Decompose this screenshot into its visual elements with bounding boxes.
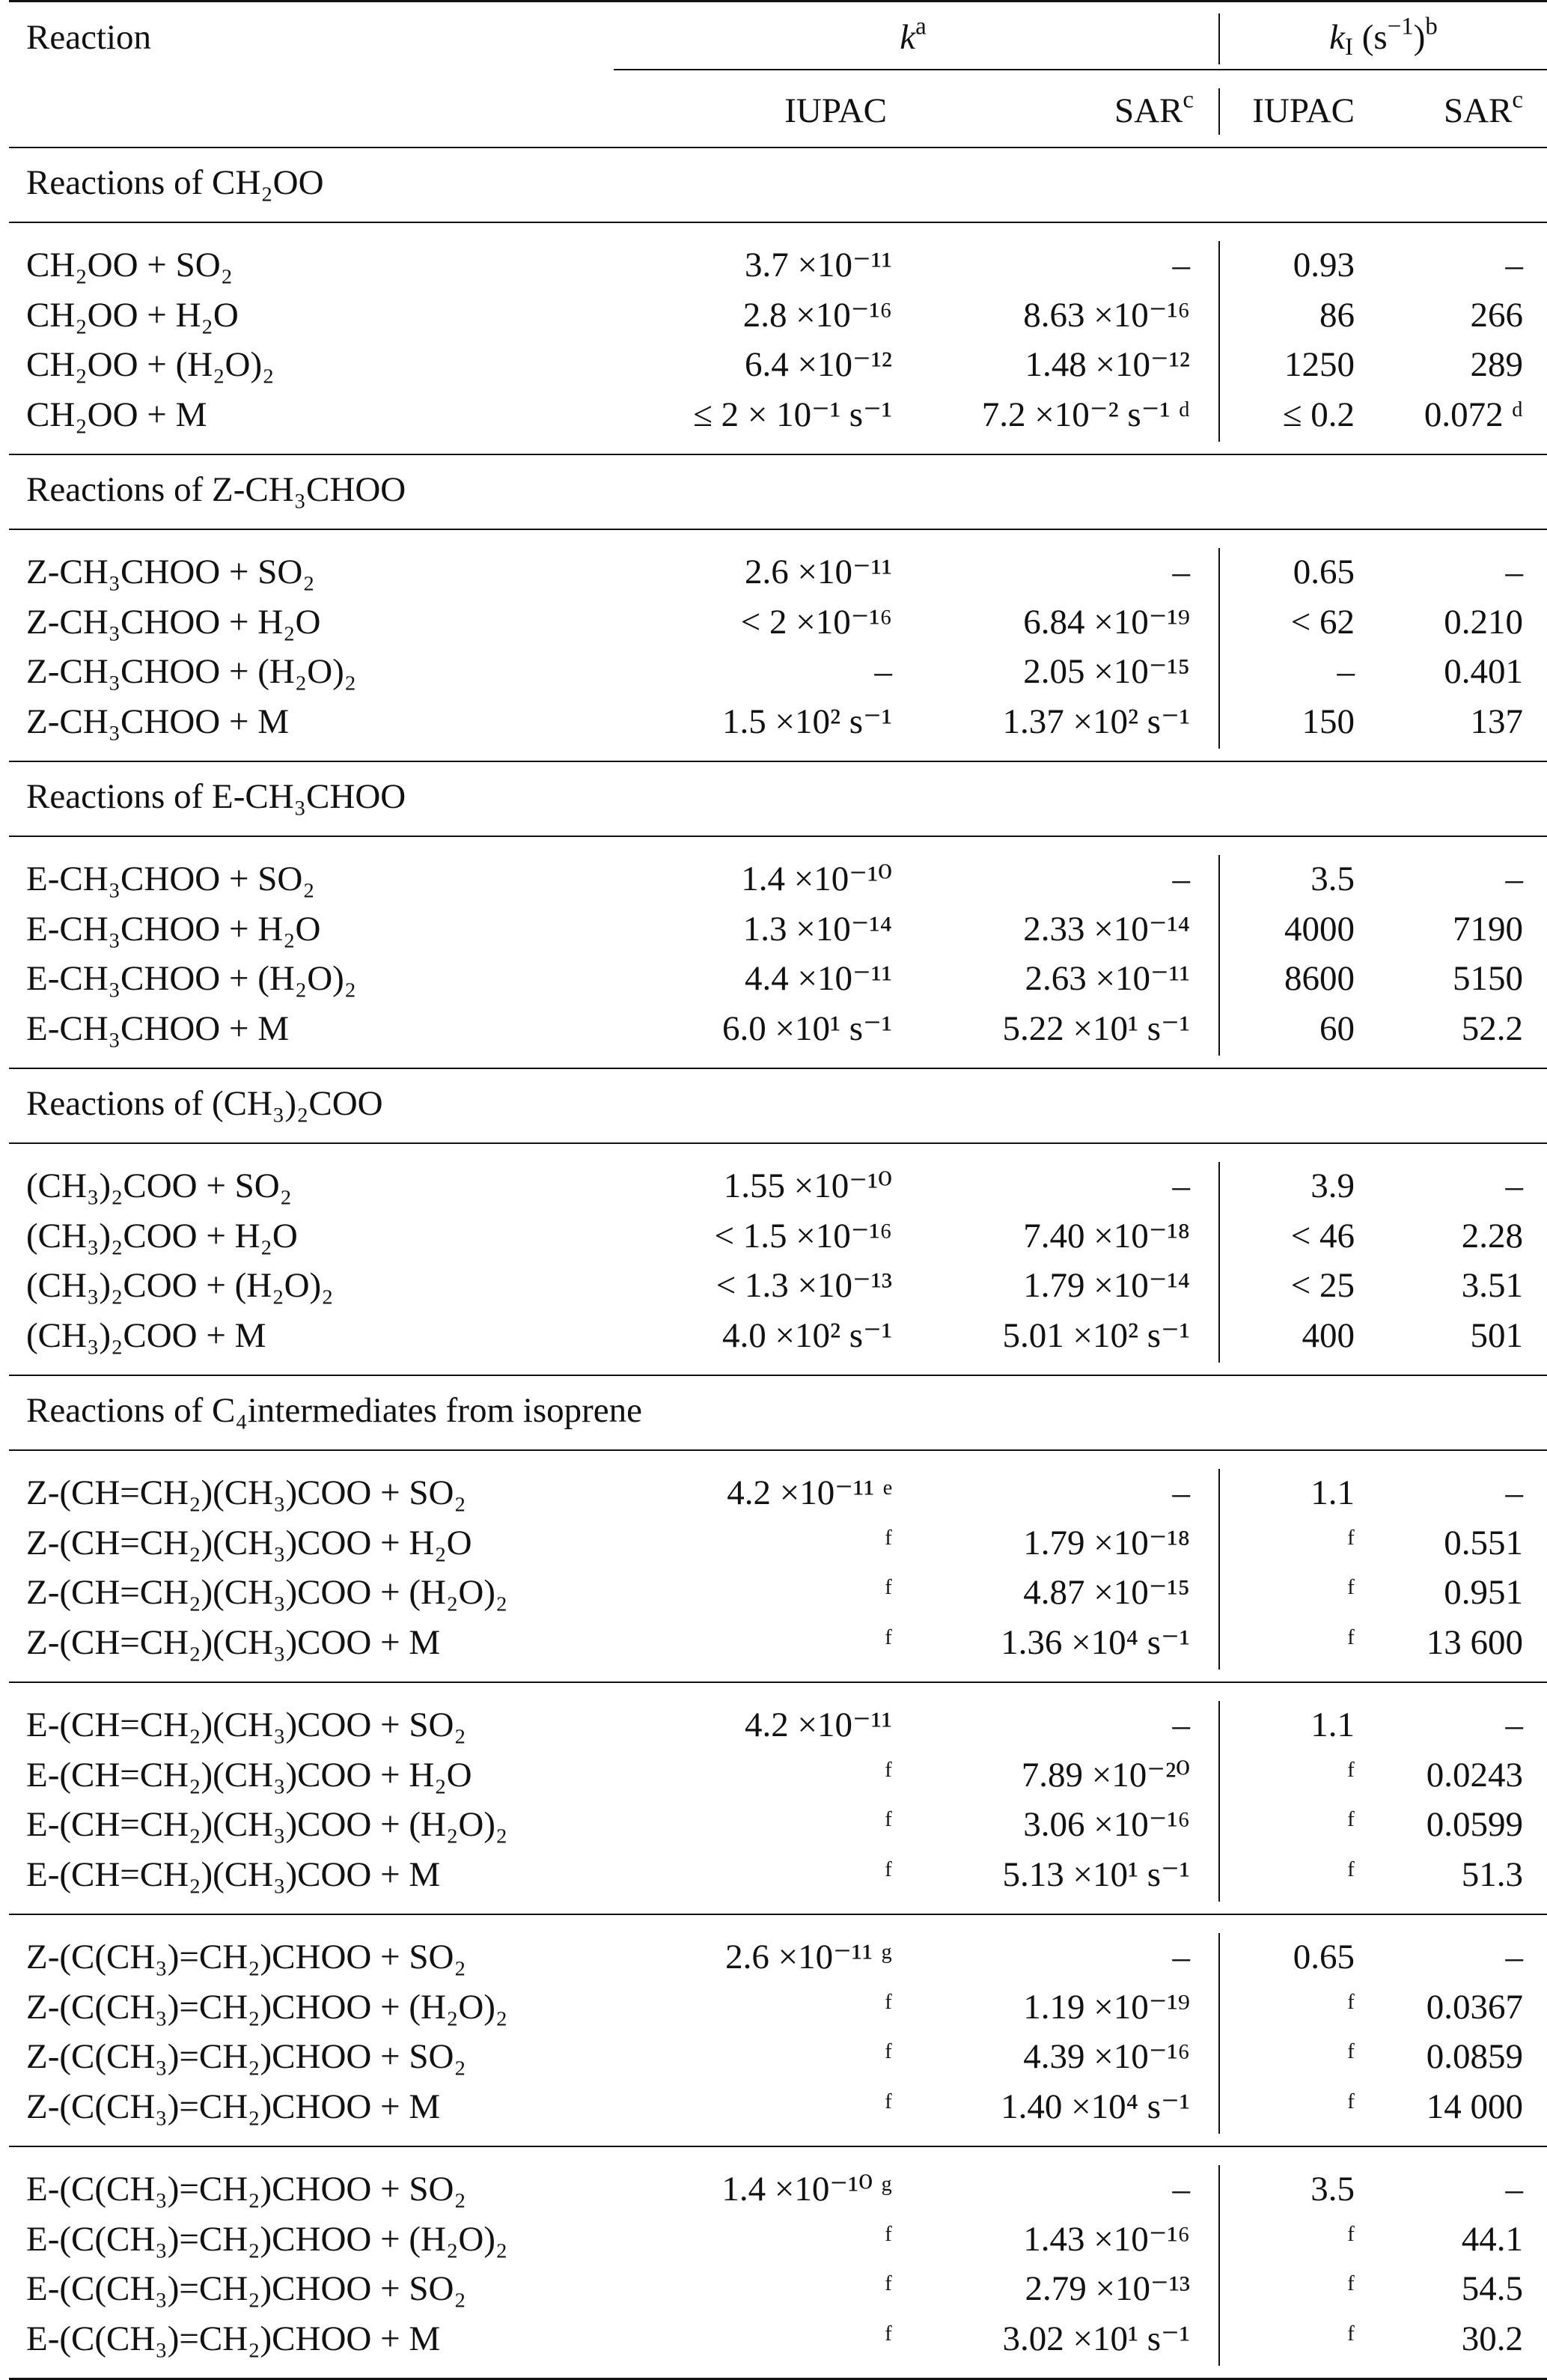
section-rule [9,222,1547,223]
k-sar-value: 4.39 ×10⁻¹⁶ [1023,2037,1190,2076]
k-sar-value: 5.13 ×10¹ s⁻¹ [1002,1854,1190,1894]
k-sar-value: – [1172,246,1190,284]
reaction-name: Z-(CH=CH₂)(CH₃)COO + SO₂ [26,1473,466,1512]
ki-iupac-value: 0.65 [1293,553,1355,591]
ki-iupac-value: 150 [1302,701,1355,741]
k-sar-value: 1.36 ×10⁴ s⁻¹ [1001,1622,1190,1662]
reaction-name: E-(C(CH₃)=CH₂)CHOO + SO₂ [26,2170,466,2209]
ki-iupac-value: ᶠ [1347,1805,1355,1844]
k-sar-value: 1.79 ×10⁻¹⁴ [1023,1266,1190,1305]
k-iupac-value: 2.8 ×10⁻¹⁶ [742,295,892,335]
k-sar-value: 5.01 ×10² s⁻¹ [1002,1315,1190,1355]
k-sar-value: 1.43 ×10⁻¹⁶ [1023,2219,1190,2259]
reaction-name: Z-(C(CH₃)=CH₂)CHOO + (H₂O)₂ [26,1987,508,2027]
ki-sar-value: 14 000 [1426,2087,1523,2126]
k-sar-value: 1.37 ×10² s⁻¹ [1002,701,1190,741]
reaction-name: Z-CH₃CHOO + (H₂O)₂ [26,652,357,691]
k-sar-value: – [1172,1938,1190,1976]
ki-sar-value: 0.0859 [1426,2037,1523,2076]
k-iupac-value: – [874,652,892,691]
section-title: Reactions of (CH₃)₂COO [26,1084,383,1123]
k-sar-value: – [1172,2170,1190,2209]
reaction-name: E-(CH=CH₂)(CH₃)COO + SO₂ [26,1705,466,1744]
header-ki-sub: I [1345,34,1353,61]
column-divider [1218,2165,1220,2366]
header-sar-ki [1392,88,1523,133]
reaction-name: E-(C(CH₃)=CH₂)CHOO + M [26,2319,441,2358]
header-divider-2 [1218,88,1220,135]
header-sar-ki-note: c [1512,86,1523,114]
reaction-name: Z-(CH=CH₂)(CH₃)COO + M [26,1622,441,1662]
ki-iupac-value: < 25 [1290,1266,1355,1305]
k-iupac-value: ≤ 2 × 10⁻¹ s⁻¹ [693,395,892,434]
reaction-name: Z-(C(CH₃)=CH₂)CHOO + M [26,2087,441,2126]
header-reaction: Reaction [26,18,152,57]
k-iupac-value: ᶠ [885,2087,892,2126]
column-divider [1218,548,1220,749]
reaction-name: Z-(C(CH₃)=CH₂)CHOO + SO₂ [26,2037,466,2076]
reaction-name: E-CH₃CHOO + H₂O [26,909,321,949]
k-sar-value: 2.79 ×10⁻¹³ [1025,2269,1190,2308]
ki-iupac-value: 400 [1302,1315,1355,1355]
section-end-rule [9,454,1547,455]
k-sar-value: – [1172,1705,1190,1744]
k-iupac-value: ᶠ [885,1573,892,1612]
ki-iupac-value: 86 [1319,295,1355,335]
k-iupac-value: 1.5 ×10² s⁻¹ [721,701,892,741]
reaction-name: (CH₃)₂COO + M [26,1315,266,1355]
header-ki-unit: (s [1361,18,1388,57]
k-iupac-value: 3.7 ×10⁻¹¹ [745,246,892,284]
reaction-name: E-(C(CH₃)=CH₂)CHOO + (H₂O)₂ [26,2219,508,2259]
reaction-name: CH₂OO + H₂O [26,295,239,335]
reaction-name: E-CH₃CHOO + SO₂ [26,859,315,898]
k-iupac-value: ᶠ [885,1622,892,1662]
k-iupac-value: ᶠ [885,1523,892,1562]
ki-iupac-value: 8600 [1284,959,1355,998]
header-ki-unit-sup: −1 [1387,13,1414,40]
ki-sar-value: 501 [1470,1315,1523,1355]
k-sar-value: 7.89 ×10⁻²⁰ [1021,1755,1190,1795]
header-k-symbol: k [900,18,916,57]
header-ki [1220,15,1547,60]
k-sar-value: 8.63 ×10⁻¹⁶ [1023,295,1190,335]
ki-sar-value: – [1505,1473,1523,1512]
header-ki-note: b [1425,13,1438,40]
ki-sar-value: 0.551 [1444,1523,1523,1562]
section-end-rule [9,2146,1547,2147]
k-iupac-value: 1.3 ×10⁻¹⁴ [742,909,892,949]
section-rule [9,1449,1547,1451]
section-end-rule [9,1375,1547,1376]
header-ki-unit-close: ) [1413,18,1426,57]
section-end-rule [9,1914,1547,1915]
k-iupac-value: ᶠ [885,1805,892,1844]
reaction-name: Z-CH₃CHOO + M [26,701,290,741]
k-iupac-value: ᶠ [885,2219,892,2259]
reaction-name: Z-(CH=CH₂)(CH₃)COO + H₂O [26,1523,472,1562]
ki-sar-value: 137 [1470,701,1523,741]
section-rule [9,836,1547,837]
ki-sar-value: – [1505,246,1523,284]
ki-iupac-value: ᶠ [1347,2269,1355,2308]
k-iupac-value: 2.6 ×10⁻¹¹ [745,553,892,591]
ki-sar-value: 0.0243 [1426,1755,1523,1795]
k-iupac-value: < 2 ×10⁻¹⁶ [740,602,892,642]
k-sar-value: 2.33 ×10⁻¹⁴ [1023,909,1190,949]
reaction-name: CH₂OO + SO₂ [26,246,234,284]
reaction-name: E-CH₃CHOO + (H₂O)₂ [26,959,357,998]
ki-sar-value: 0.0367 [1426,1987,1523,2027]
k-iupac-value: 1.4 ×10⁻¹⁰ ᵍ [721,2170,892,2209]
k-iupac-value: 2.6 ×10⁻¹¹ ᵍ [725,1938,892,1976]
k-sar-value: 7.40 ×10⁻¹⁸ [1023,1216,1190,1256]
header-sar-ki-label: SAR [1443,91,1513,130]
k-iupac-value: 6.4 ×10⁻¹² [745,345,892,384]
section-title: Reactions of Z-CH₃CHOO [26,470,406,509]
section-rule [9,1142,1547,1144]
header-sar-k-label: SAR [1114,91,1183,130]
column-divider [1218,1933,1220,2134]
ki-sar-value: 266 [1470,295,1523,335]
k-iupac-value: < 1.3 ×10⁻¹³ [715,1266,892,1305]
k-sar-value: – [1172,1166,1190,1205]
reaction-name: E-(CH=CH₂)(CH₃)COO + (H₂O)₂ [26,1805,508,1844]
ki-sar-value: 5150 [1453,959,1523,998]
header-sar-k [936,88,1194,133]
ki-sar-value: – [1505,553,1523,591]
ki-iupac-value: 0.93 [1293,246,1355,284]
ki-sar-value: 0.951 [1444,1573,1523,1612]
k-sar-value: 6.84 ×10⁻¹⁹ [1023,602,1190,642]
header-midrule [614,69,1547,70]
header-k-note: a [915,13,927,40]
ki-iupac-value: – [1337,652,1355,691]
ki-sar-value: – [1505,1938,1523,1976]
ki-iupac-value: 1250 [1284,345,1355,384]
ki-sar-value: 51.3 [1461,1854,1523,1894]
ki-sar-value: 44.1 [1461,2219,1523,2259]
ki-iupac-value: ᶠ [1347,1987,1355,2027]
k-sar-value: 2.63 ×10⁻¹¹ [1025,959,1190,998]
k-iupac-value: 4.2 ×10⁻¹¹ [745,1705,892,1744]
ki-sar-value: – [1505,1166,1523,1205]
k-sar-value: 1.79 ×10⁻¹⁸ [1023,1523,1190,1562]
k-sar-value: 4.87 ×10⁻¹⁵ [1023,1573,1190,1612]
reaction-name: (CH₃)₂COO + (H₂O)₂ [26,1266,334,1305]
k-iupac-value: 4.2 ×10⁻¹¹ ᵉ [727,1473,892,1512]
reaction-name: CH₂OO + M [26,395,207,434]
ki-iupac-value: 0.65 [1293,1938,1355,1976]
k-sar-value: 1.19 ×10⁻¹⁹ [1023,1987,1190,2027]
reaction-name: Z-CH₃CHOO + H₂O [26,602,321,642]
ki-iupac-value: ᶠ [1347,1573,1355,1612]
k-sar-value: 1.48 ×10⁻¹² [1025,345,1190,384]
header-sar-k-note: c [1183,86,1194,114]
column-divider [1218,855,1220,1056]
ki-sar-value: 0.401 [1444,652,1523,691]
reaction-name: (CH₃)₂COO + SO₂ [26,1166,293,1205]
k-iupac-value: ᶠ [885,1987,892,2027]
reaction-name: Z-(C(CH₃)=CH₂)CHOO + SO₂ [26,1938,466,1976]
ki-iupac-value: ᶠ [1347,1622,1355,1662]
section-end-rule [9,1068,1547,1069]
k-sar-value: 5.22 ×10¹ s⁻¹ [1002,1008,1190,1048]
header-divider [1218,13,1220,64]
section-title: Reactions of CH₂OO [26,163,324,202]
k-sar-value: 7.2 ×10⁻² s⁻¹ ᵈ [981,395,1190,434]
ki-sar-value: – [1505,859,1523,898]
header-iupac-ki: IUPAC [1252,91,1355,130]
column-divider [1218,1162,1220,1363]
section-end-rule [9,761,1547,762]
k-sar-value: 3.02 ×10¹ s⁻¹ [1002,2319,1190,2358]
k-sar-value: – [1172,1473,1190,1512]
k-sar-value: – [1172,553,1190,591]
ki-iupac-value: < 46 [1290,1216,1355,1256]
section-title: Reactions of E-CH₃CHOO [26,777,406,816]
top-rule [9,0,1547,2]
header-k [614,15,1212,60]
ki-iupac-value: ᶠ [1347,2219,1355,2259]
header-bottom-rule [9,147,1547,148]
column-divider [1218,241,1220,442]
ki-iupac-value: 4000 [1284,909,1355,949]
k-iupac-value: 1.4 ×10⁻¹⁰ [741,859,892,898]
k-iupac-value: 4.4 ×10⁻¹¹ [745,959,892,998]
ki-sar-value: 289 [1470,345,1523,384]
reaction-name: E-(CH=CH₂)(CH₃)COO + M [26,1854,441,1894]
section-rule [9,529,1547,530]
ki-sar-value: 0.210 [1444,602,1523,642]
reaction-name: CH₂OO + (H₂O)₂ [26,345,275,384]
ki-iupac-value: 3.5 [1310,859,1355,898]
ki-sar-value: – [1505,2170,1523,2209]
reaction-name: Z-(CH=CH₂)(CH₃)COO + (H₂O)₂ [26,1573,508,1612]
ki-sar-value: 0.0599 [1426,1805,1523,1844]
section-end-rule [9,1681,1547,1683]
ki-iupac-value: 1.1 [1310,1473,1355,1512]
reaction-name: E-CH₃CHOO + M [26,1008,290,1048]
ki-sar-value: 54.5 [1461,2269,1523,2308]
ki-iupac-value: < 62 [1290,602,1355,642]
ki-iupac-value: 60 [1319,1008,1355,1048]
column-divider [1218,1701,1220,1902]
ki-iupac-value: 3.5 [1310,2170,1355,2209]
reaction-name: (CH₃)₂COO + H₂O [26,1216,298,1256]
k-sar-value: 3.06 ×10⁻¹⁶ [1023,1805,1190,1844]
ki-iupac-value: ᶠ [1347,1854,1355,1894]
reaction-name: E-(C(CH₃)=CH₂)CHOO + SO₂ [26,2269,466,2308]
ki-sar-value: 13 600 [1426,1622,1523,1662]
k-iupac-value: ᶠ [885,2269,892,2308]
header-ki-symbol: k [1329,18,1346,57]
k-sar-value: 1.40 ×10⁴ s⁻¹ [1001,2087,1190,2126]
k-iupac-value: 1.55 ×10⁻¹⁰ [723,1166,892,1205]
k-sar-value: – [1172,859,1190,898]
k-iupac-value: ᶠ [885,1854,892,1894]
k-iupac-value: 4.0 ×10² s⁻¹ [721,1315,892,1355]
ki-iupac-value: 3.9 [1310,1166,1355,1205]
k-sar-value: 2.05 ×10⁻¹⁵ [1023,652,1190,691]
reaction-name: Z-CH₃CHOO + SO₂ [26,553,315,591]
ki-iupac-value: ᶠ [1347,2087,1355,2126]
ki-sar-value: 2.28 [1461,1216,1523,1256]
ki-sar-value: 3.51 [1461,1266,1523,1305]
ki-sar-value: 30.2 [1461,2319,1523,2358]
k-iupac-value: < 1.5 ×10⁻¹⁶ [714,1216,892,1256]
reaction-name: E-(CH=CH₂)(CH₃)COO + H₂O [26,1755,472,1795]
ki-sar-value: 0.072 ᵈ [1424,395,1523,434]
k-iupac-value: ᶠ [885,2319,892,2358]
ki-iupac-value: ᶠ [1347,1755,1355,1795]
k-iupac-value: 6.0 ×10¹ s⁻¹ [721,1008,892,1048]
section-title: Reactions of C₄intermediates from isoprene [26,1391,642,1430]
k-iupac-value: ᶠ [885,2037,892,2076]
ki-sar-value: – [1505,1705,1523,1744]
ki-sar-value: 7190 [1453,909,1523,949]
ki-iupac-value: ᶠ [1347,1523,1355,1562]
column-divider [1218,1469,1220,1670]
ki-iupac-value: ᶠ [1347,2319,1355,2358]
ki-iupac-value: ᶠ [1347,2037,1355,2076]
ki-iupac-value: ≤ 0.2 [1282,395,1355,434]
ki-sar-value: 52.2 [1461,1008,1523,1048]
header-iupac-k: IUPAC [784,91,887,130]
k-iupac-value: ᶠ [885,1755,892,1795]
ki-iupac-value: 1.1 [1310,1705,1355,1744]
